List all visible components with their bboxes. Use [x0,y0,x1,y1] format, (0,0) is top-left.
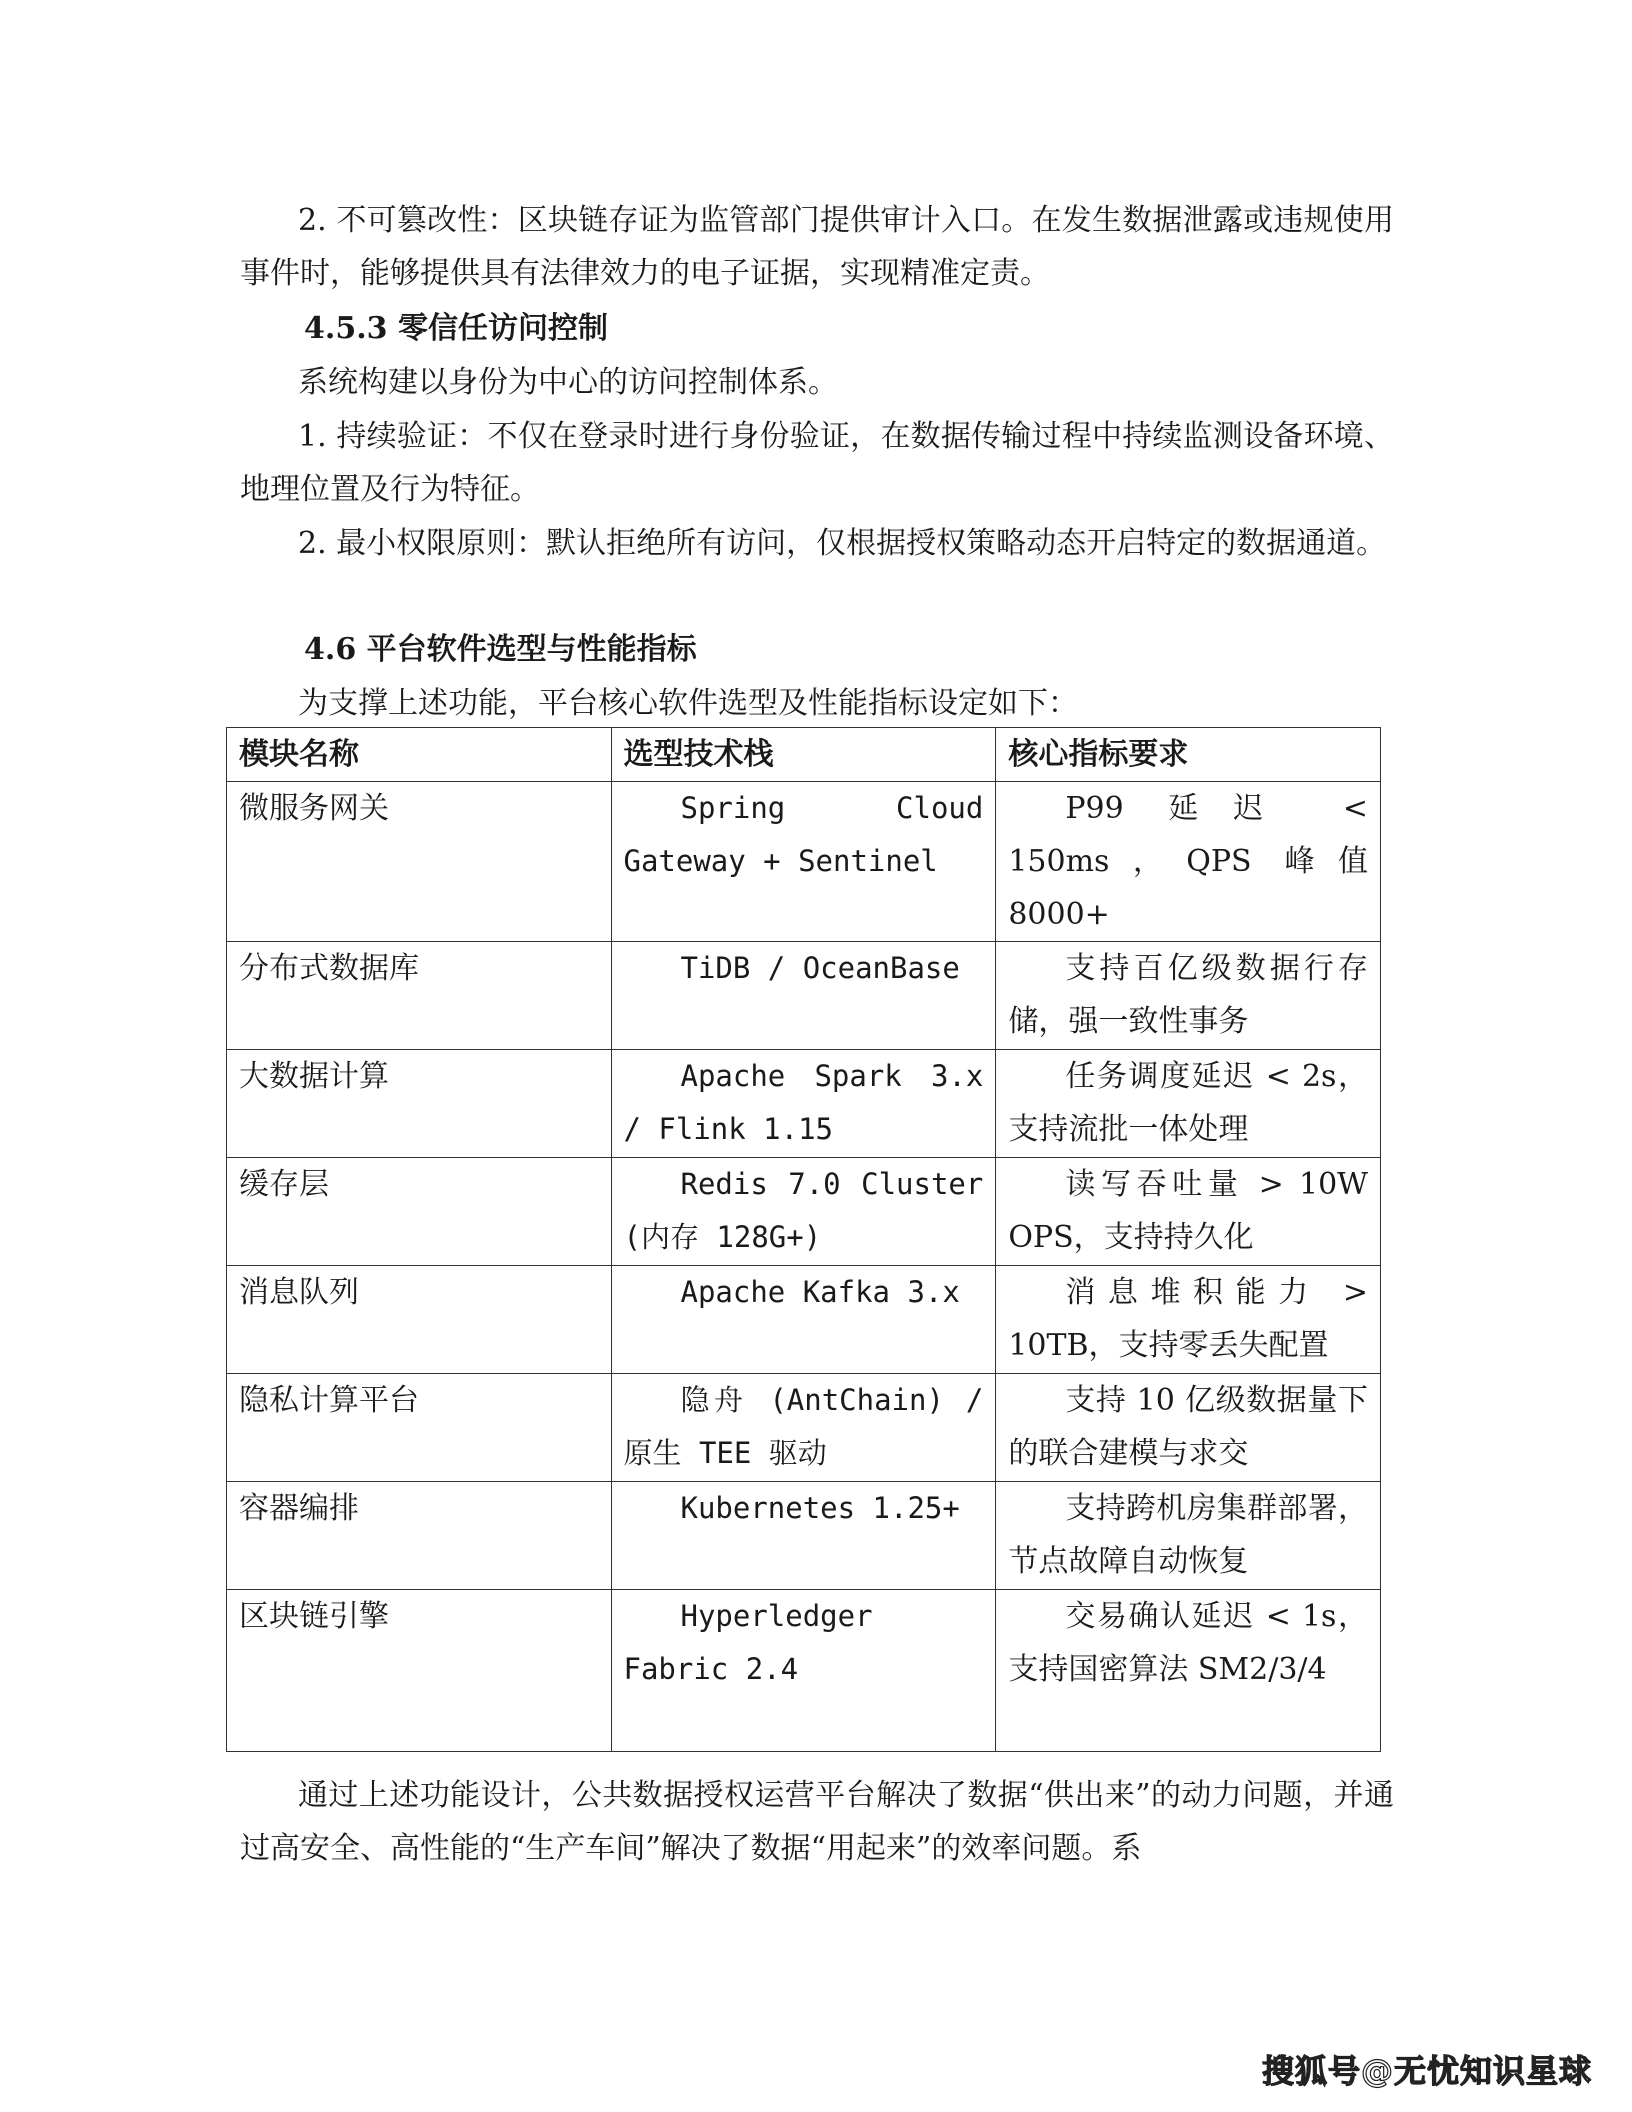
cell-core-metrics: 支持跨机房集群部署，节点故障自动恢复 [996,1482,1381,1590]
paragraph-identity-access: 系统构建以身份为中心的访问控制体系。 [298,365,838,400]
cell-tech-stack: Apache Kafka 3.x [611,1266,996,1374]
table-row [227,1266,1381,1374]
table-row [227,782,1381,942]
paragraph-tamper-proof: 2. 不可篡改性：区块链存证为监管部门提供审计入口。在发生数据泄露或违规使用事件时，能够提供具有法律效力的电子证据，实现精准定责。 [240,203,1394,291]
cell-module-name: 微服务网关 [227,782,612,942]
table-row [227,942,1381,1050]
cell-core-metrics: 交易确认延迟 < 1s，支持国密算法 SM2/3/4 [996,1590,1381,1752]
cell-tech-stack: 隐舟 (AntChain) / 原生 TEE 驱动 [611,1374,996,1482]
section-heading-software-selection: 4.6 平台软件选型与性能指标 [304,632,697,667]
cell-module-name: 区块链引擎 [227,1590,612,1752]
cell-module-name: 缓存层 [227,1158,612,1266]
cell-tech-stack: Redis 7.0 Cluster (内存 128G+) [611,1158,996,1266]
paragraph-table-intro: 为支撑上述功能，平台核心软件选型及性能指标设定如下： [298,686,1078,721]
cell-core-metrics: 支持 10 亿级数据量下的联合建模与求交 [996,1374,1381,1482]
cell-module-name: 容器编排 [227,1482,612,1590]
software-spec-table [226,727,1381,1752]
paragraph-conclusion: 通过上述功能设计，公共数据授权运营平台解决了数据“供出来”的动力问题，并通过高安全、高性能的“生产车间”解决了数据“用起来”的效率问题。系 [240,1778,1394,1866]
table-row [227,1158,1381,1266]
cell-module-name: 分布式数据库 [227,942,612,1050]
header-tech-stack: 选型技术栈 [611,728,996,782]
cell-tech-stack: Apache Spark 3.x / Flink 1.15 [611,1050,996,1158]
sohu-watermark: 搜狐号@无忧知识星球 [1261,2052,1592,2090]
table-row [227,1482,1381,1590]
cell-tech-stack: Hyperledger Fabric 2.4 [611,1590,996,1752]
cell-module-name: 消息队列 [227,1266,612,1374]
table-header-row [227,728,1381,782]
table-row [227,1374,1381,1482]
paragraph-least-privilege: 2. 最小权限原则：默认拒绝所有访问，仅根据授权策略动态开启特定的数据通道。 [298,526,1387,561]
table-row [227,1050,1381,1158]
cell-core-metrics: P99 延迟 < 150ms，QPS 峰值 8000+ [996,782,1381,942]
section-heading-zero-trust: 4.5.3 零信任访问控制 [304,311,608,346]
cell-core-metrics: 支持百亿级数据行存储，强一致性事务 [996,942,1381,1050]
cell-module-name: 大数据计算 [227,1050,612,1158]
cell-core-metrics: 读写吞吐量 > 10W OPS，支持持久化 [996,1158,1381,1266]
cell-tech-stack: Spring Cloud Gateway + Sentinel [611,782,996,942]
cell-core-metrics: 消息堆积能力 > 10TB，支持零丢失配置 [996,1266,1381,1374]
cell-module-name: 隐私计算平台 [227,1374,612,1482]
table-row [227,1590,1381,1752]
header-module-name: 模块名称 [227,728,612,782]
cell-tech-stack: Kubernetes 1.25+ [611,1482,996,1590]
paragraph-continuous-verification: 1. 持续验证：不仅在登录时进行身份验证，在数据传输过程中持续监测设备环境、地理位置及行为特征。 [240,419,1394,507]
cell-core-metrics: 任务调度延迟 < 2s，支持流批一体处理 [996,1050,1381,1158]
cell-tech-stack: TiDB / OceanBase [611,942,996,1050]
header-core-metrics: 核心指标要求 [996,728,1381,782]
